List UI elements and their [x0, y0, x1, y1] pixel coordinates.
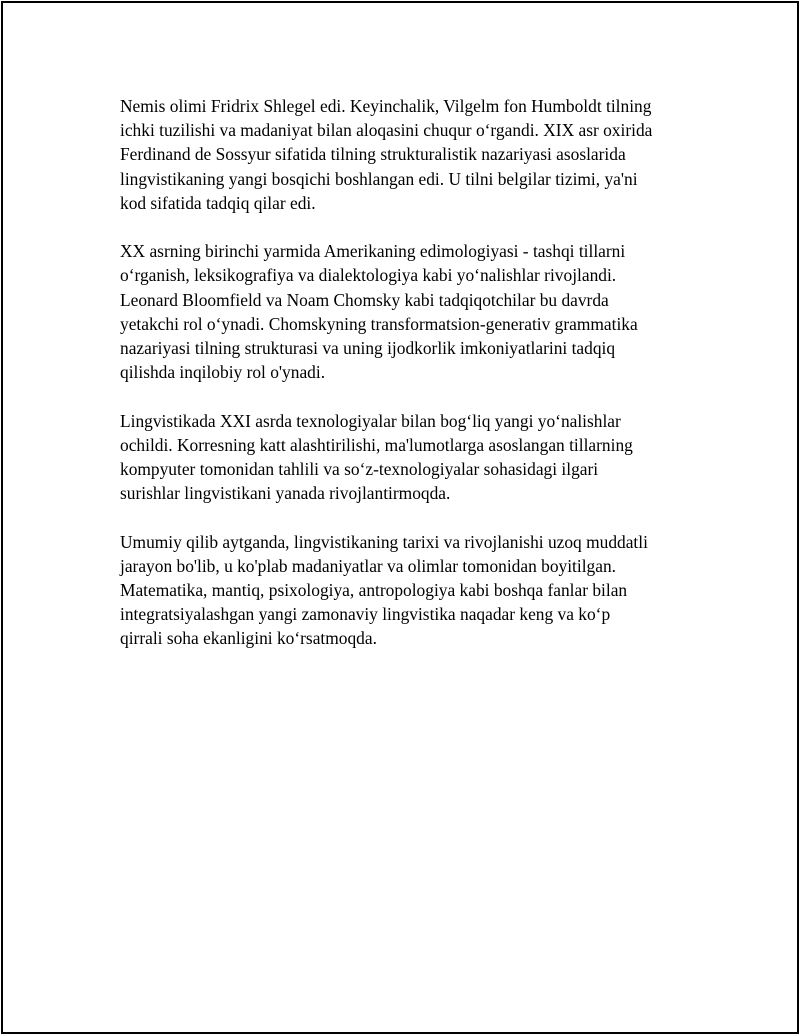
text-line: Ferdinand de Sossyur sifatida tilning strukturalistik nazariyasi asoslarida	[120, 144, 626, 165]
paragraph-4	[120, 530, 700, 651]
text-line: Leonard Bloomfield va Noam Chomsky kabi tadqiqotchilar bu davrda	[120, 289, 609, 310]
text-line: integratsiyalashgan yangi zamonaviy lingvistika naqadar keng va ko‘p	[120, 604, 611, 625]
text-line: nazariyasi tilning strukturasi va uning ijodkorlik imkoniyatlarini tadqiq	[120, 338, 616, 359]
text-line: o‘rganish, leksikografiya va dialektologiya kabi yo‘nalishlar rivojlandi.	[120, 265, 617, 286]
document-body	[120, 94, 700, 675]
text-line: Lingvistikada XXI asrda texnologiyalar bilan bog‘liq yangi yo‘nalishlar	[120, 410, 621, 431]
text-line: kod sifatida tadqiq qilar edi.	[120, 192, 316, 213]
text-line: Nemis olimi Fridrix Shlegel edi. Keyinchalik, Vilgelm fon Humboldt tilning	[120, 96, 652, 116]
text-line: ichki tuzilishi va madaniyat bilan aloqasini chuqur o‘rgandi. XIX asr oxirida	[120, 120, 653, 141]
text-line: surishlar lingvistikani yanada rivojlantirmoqda.	[120, 483, 451, 504]
paragraph-2	[120, 239, 700, 384]
document-page	[1, 1, 799, 1034]
text-line: yetakchi rol o‘ynadi. Chomskyning transformatsion-generativ grammatika	[120, 313, 638, 334]
text-line: qirrali soha ekanligini ko‘rsatmoqda.	[120, 628, 377, 649]
text-line: qilishda inqilobiy rol o'ynadi.	[120, 362, 326, 383]
text-line: XX asrning birinchi yarmida Amerikaning edimologiyasi - tashqi tillarni	[120, 241, 626, 262]
text-line: ochildi. Korresning katt alashtirilishi, ma'lumotlarga asoslangan tillarning	[120, 434, 633, 455]
text-line: lingvistikaning yangi bosqichi boshlangan edi. U tilni belgilar tizimi, ya'ni	[120, 168, 638, 189]
text-line: Matematika, mantiq, psixologiya, antropologiya kabi boshqa fanlar bilan	[120, 580, 628, 601]
text-line: kompyuter tomonidan tahlili va so‘z-texnologiyalar sohasidagi ilgari	[120, 459, 599, 480]
text-line: Umumiy qilib aytganda, lingvistikaning tarixi va rivojlanishi uzoq muddatli	[120, 531, 648, 552]
paragraph-3	[120, 409, 700, 506]
paragraph-1	[120, 94, 700, 215]
text-line: jarayon bo'lib, u ko'plab madaniyatlar va olimlar tomonidan boyitilgan.	[120, 555, 616, 576]
